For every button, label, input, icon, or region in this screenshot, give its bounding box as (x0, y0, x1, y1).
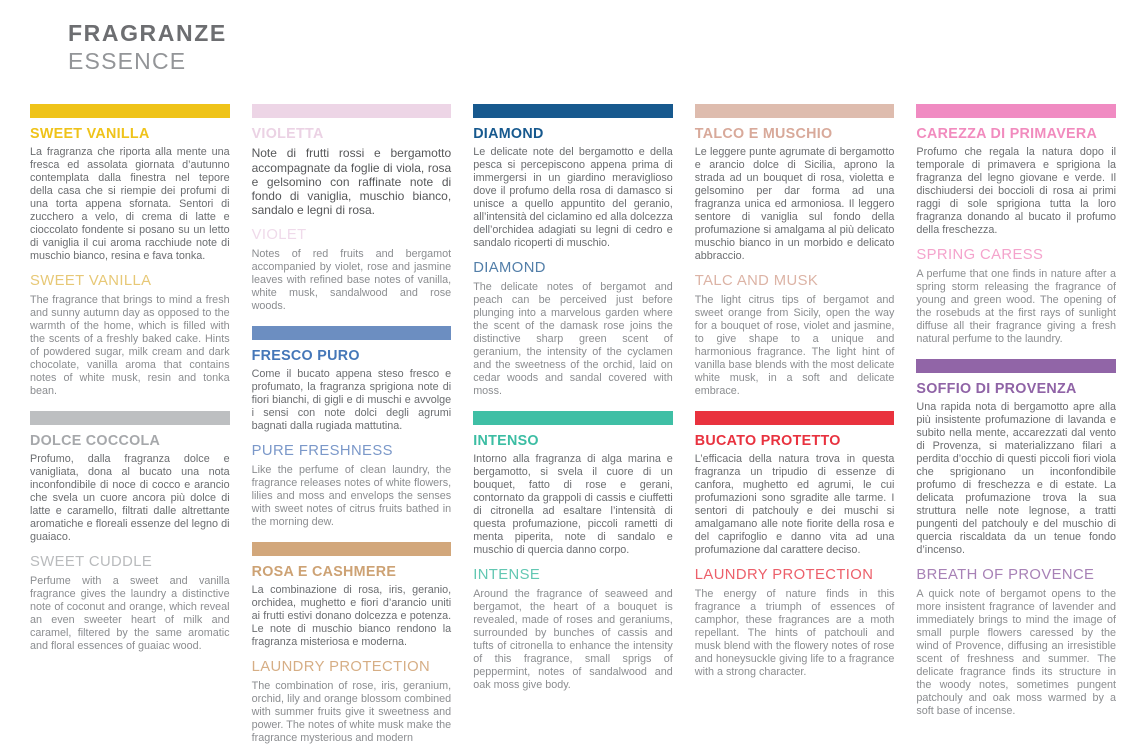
page-subtitle: ESSENCE (68, 47, 187, 74)
fragrance-description-italian: Profumo che regala la natura dopo il temporale di primavera e sprigiona la fragranza del legno giovane e verde. Il dischiudersi dei boccioli di rosa ai primi raggi di sole sprigiona tutta la loro fragranza donando al bucato il profumo della freschezza. (916, 146, 1116, 237)
fragrance-description-english: Notes of red fruits and bergamot accompanied by violet, rose and jasmine leaves with refined base notes of vanilla, white musk, sandalwood and rose woods. (251, 248, 452, 313)
fragrance-card-soffio-di-provenza (916, 359, 1116, 718)
fragrance-description-italian: Le delicate note del bergamotto e della pesca si percepiscono appena prima di immergersi in un giardino meraviglioso dove il profumo della rosa di damasco si unisce a quello appuntito del geranio, all’intensità del ciclamino ed alla dolcezza dell’orchidea adagiati su legni di cedro e sandalo ricoperti di muschio. (473, 146, 673, 250)
fragrance-card-dolce-coccola (30, 411, 230, 653)
fragrance-card-talco-e-muschio (695, 104, 895, 398)
fragrance-name-italian: VIOLETTA (251, 126, 324, 143)
fragrance-card-bucato-protetto (695, 411, 895, 679)
fragrance-name-english: INTENSE (473, 567, 541, 584)
section-color-bar (916, 104, 1116, 118)
section-color-bar (473, 104, 673, 118)
fragrance-description-english: The energy of nature finds in this fragrance a triumph of essences of camphor, these fragrances are a moth repellant. The hints of patchouli and musk blend with the flowery notes of rose and honeysuckle giving life to a fragrance with a strong character. (694, 588, 895, 678)
fragrance-description-italian: La combinazione di rosa, iris, geranio, orchidea, mughetto e fiori d’arancio uniti ai frutti estivi donano dolcezza e potenza. Le note di muschio bianco rendono la fragranza misteriosa e moderna. (251, 584, 452, 649)
fragrance-card-violetta (252, 104, 452, 313)
fragrance-description-italian: Intorno alla fragranza di alga marina e bergamotto, si svela il cuore di un bouquet, fatto di rose e gerani, contornato da grappoli di cassis e ciuffetti di citronella ad esaltare l’intensità di questa profumazione, piccoli rametti di menta piperita, note di sandalo e muschio di quercia danno corpo. (473, 453, 673, 557)
fragrance-card-sweet-vanilla (30, 104, 230, 398)
fragrance-card-rosa-e-cashmere (252, 542, 452, 745)
fragrance-card-carezza-di-primavera (916, 104, 1116, 346)
column-3 (473, 104, 673, 745)
fragrance-name-italian: FRESCO PURO (251, 348, 360, 365)
fragrance-name-english: BREATH OF PROVENCE (916, 567, 1095, 584)
fragrance-name-english: PURE FRESHNESS (251, 443, 393, 460)
fragrance-name-italian: TALCO E MUSCHIO (694, 126, 833, 143)
section-color-bar (30, 411, 230, 425)
column-1 (30, 104, 230, 745)
column-5 (916, 104, 1116, 745)
fragrance-name-italian: DIAMOND (473, 126, 544, 143)
fragrance-name-english: LAUNDRY PROTECTION (251, 659, 431, 676)
fragrance-card-diamond (473, 104, 673, 398)
fragrance-description-english: The delicate notes of bergamot and peach can be perceived just before plunging into a marvelous garden where the scent of the damask rose joins the distinctive sharp green scent of geranium, the intensity of the cyclamen and the sweetness of the orchid, laid on cedar woods and sandal covered with moss. (473, 281, 673, 398)
fragrance-description-english: The combination of rose, iris, geranium, orchid, lily and orange blossom combined with summer fruits give it sweetness and power. The notes of white musk make the fragrance mysterious and modern (251, 679, 452, 744)
section-color-bar (916, 359, 1116, 373)
page-header (30, 20, 1116, 75)
fragrance-name-italian: DOLCE COCCOLA (30, 433, 161, 450)
column-2 (252, 104, 452, 745)
fragrance-name-italian: BUCATO PROTETTO (694, 433, 841, 450)
fragrance-name-italian: ROSA E CASHMERE (251, 564, 397, 581)
fragrance-description-italian: L’efficacia della natura trova in questa fragranza un tripudio di essenze di canfora, mughetto ed agrumi, le cui profumazioni sono sgradite alle tarme. I sentori di patchouly e dei muschi si amalgamano alle note fiorite della rosa e del caprifoglio e danno vita ad una profumazione dal carattere deciso. (694, 453, 895, 557)
fragrance-name-english: TALC AND MUSK (694, 273, 819, 290)
page-title: FRAGRANZE (68, 20, 227, 46)
fragrance-card-intenso (473, 411, 673, 692)
fragrance-name-italian: INTENSO (473, 433, 539, 450)
section-color-bar (695, 411, 895, 425)
fragrance-description-italian: Le leggere punte agrumate di bergamotto e arancio dolce di Sicilia, aprono la strada ad un bouquet di rosa, violetta e gelsomino per dar forma ad una fragranza unica ed armoniosa. Il leggero sentore di vaniglia sul fondo della profumazione si amalgama al più delicato muschio bianco in un morbido e delicato abbraccio. (694, 146, 895, 263)
fragrance-name-italian: SOFFIO DI PROVENZA (916, 381, 1077, 398)
column-4 (695, 104, 895, 745)
section-color-bar (252, 326, 452, 340)
fragrance-description-italian: Una rapida nota di bergamotto apre alla più insistente profumazione di lavanda e subito nella mente, accarezzati dal vento di Provenza, si materializzano filari a perdita d’occhio di questi piccoli fiori viola che sprigionano un inconfondibile profumo di freschezza e di estate. La delicata profumazione trova la sua struttura nelle note legnose, a tratti pungenti del patchouly e del muschio di quercia riscaldata da un tenue fondo d’incenso. (916, 401, 1116, 557)
fragrance-description-italian: La fragranza che riporta alla mente una fresca ed assolata giornata d’autunno contemplata dalla finestra nel tepore della casa che si riempie dei profumi di una torta appena sfornata. Sentori di zucchero a velo, di crema di latte e cioccolato fondente si posano su un letto di vaniglia il cui aroma racchiude note di muschio bianco, resina e fava tonka. (30, 146, 230, 263)
fragrance-name-english: SWEET CUDDLE (30, 554, 153, 571)
fragrance-description-english: The fragrance that brings to mind a fresh and sunny autumn day as opposed to the warmth of the home, which is filled with the scents of a freshly baked cake. Hints of powdered sugar, milk cream and dark chocolate, vanilla aroma that contains notes of white musk, resin and tonka bean. (30, 294, 230, 398)
fragrance-name-italian: CAREZZA DI PRIMAVERA (916, 126, 1098, 143)
fragrance-description-italian: Come il bucato appena steso fresco e profumato, la fragranza sprigiona note di fiori bianchi, di gigli e di muschi e avvolge i sensi con note dolci degli agrumi bagnati dalla rugiada mattutina. (251, 368, 452, 433)
section-color-bar (473, 411, 673, 425)
section-color-bar (695, 104, 895, 118)
fragrance-name-english: SPRING CARESS (916, 247, 1044, 264)
fragrance-description-italian: Note di frutti rossi e bergamotto accompagnate da foglie di viola, rosa e gelsomino con raffinate note di fondo di vaniglia, muschio bianco, sandalo e legni di rosa. (251, 146, 452, 218)
fragrance-description-english: A quick note of bergamot opens to the more insistent fragrance of lavender and immediately brings to mind the image of small purple flowers caressed by the wind of Provence, diffusing an irresistible scent of freshness and summer. The delicate fragrance finds its structure in the woody notes, sometimes pungent patchouly and oak moss warmed by a soft base of incense. (916, 588, 1116, 717)
section-color-bar (252, 542, 452, 556)
fragrance-description-english: Around the fragrance of seaweed and bergamot, the heart of a bouquet is revealed, made of roses and geraniums, surrounded by bunches of cassis and tufts of citronella to enhance the intensity of this fragrance, small sprigs of peppermint, notes of sandalwood and oak moss give body. (473, 588, 673, 691)
fragrance-columns (30, 104, 1116, 745)
section-color-bar (30, 104, 230, 118)
fragrance-description-italian: Profumo, dalla fragranza dolce e vanigliata, dona al bucato una nota inconfondibile di noce di cocco e arancio che svela un cuore ancora più dolce di latte e caramello, filtrati dalle altrettante aromatiche e floreali essenze del legno di guaiaco. (30, 453, 230, 544)
fragrance-name-english: DIAMOND (473, 260, 546, 277)
fragrance-name-english: LAUNDRY PROTECTION (694, 567, 874, 584)
fragrance-card-fresco-puro (252, 326, 452, 529)
section-color-bar (252, 104, 452, 118)
fragrance-description-english: A perfume that one finds in nature after a spring storm releasing the fragrance of young and green wood. The opening of the rosebuds at the first rays of sunlight diffuse all their fragrance giving a fresh natural perfume to the laundry. (916, 268, 1116, 346)
fragrance-description-english: Like the perfume of clean laundry, the fragrance releases notes of white flowers, lilies and moss and envelops the senses with sweet notes of citrus fruits bathed in the morning dew. (251, 464, 452, 529)
fragrance-name-english: SWEET VANILLA (30, 273, 152, 290)
fragrance-name-english: VIOLET (251, 227, 307, 244)
fragrance-description-english: Perfume with a sweet and vanilla fragrance gives the laundry a distinctive note of coconut and orange, which reveal an even sweeter heart of milk and caramel, filtered by the same aromatic and floral essences of guaiac wood. (30, 575, 230, 652)
fragrance-name-italian: SWEET VANILLA (30, 126, 150, 143)
fragrance-description-english: The light citrus tips of bergamot and sweet orange from Sicily, open the way for a bouquet of rose, violet and jasmine, to give shape to a unique and harmonious fragrance. The light hint of vanilla base blends with the most delicate white musk, in a soft and delicate embrace. (694, 294, 895, 398)
